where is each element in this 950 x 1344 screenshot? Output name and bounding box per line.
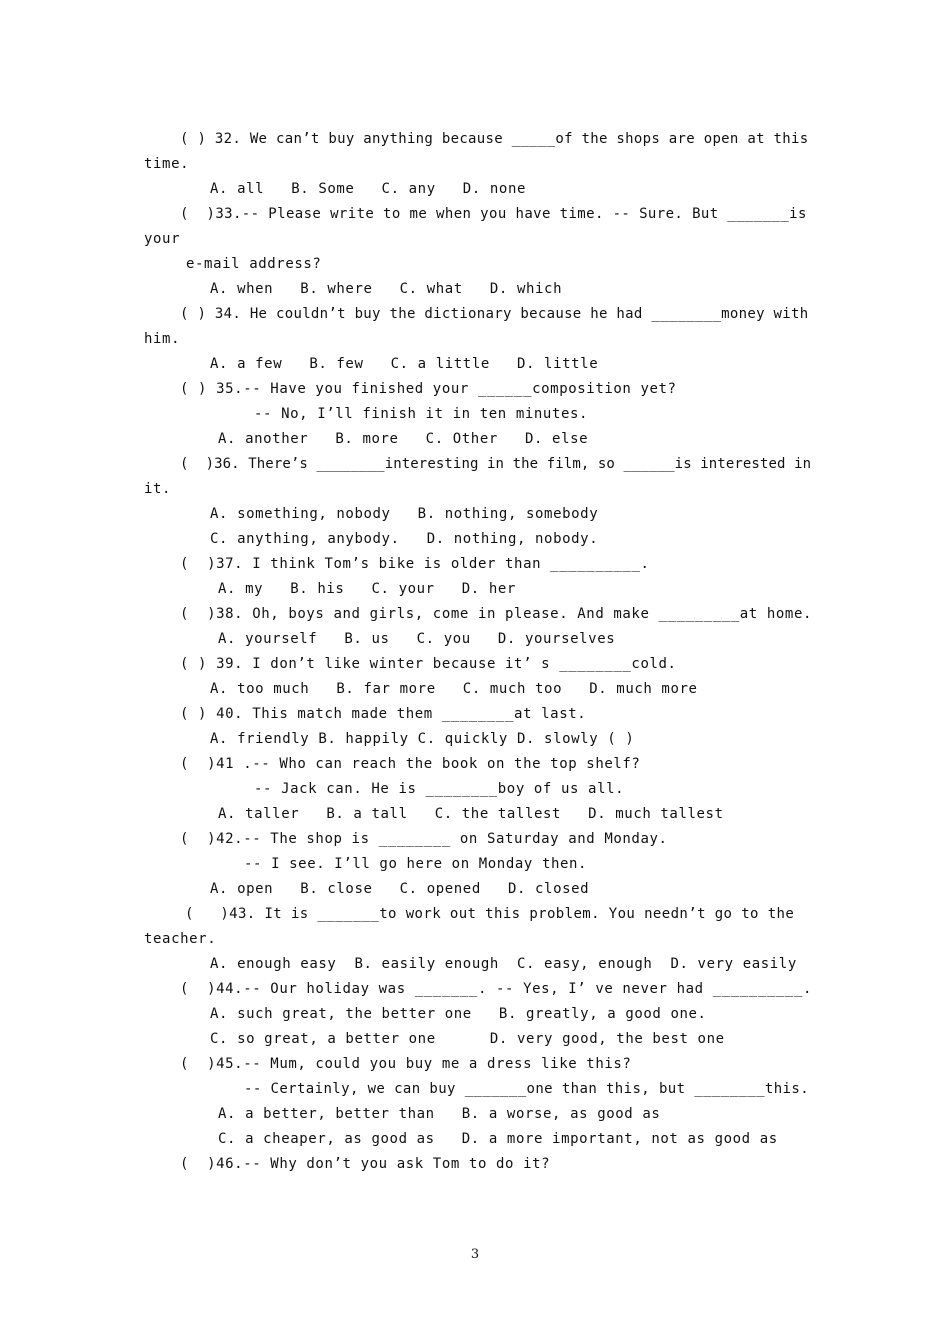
question-36-stem-continued: it. — [144, 481, 172, 497]
question-42-stem: ( )42.-- The shop is ________ on Saturday and Monday. — [180, 831, 668, 847]
question-37-options: A. my B. his C. your D. her — [218, 581, 516, 597]
question-41-stem: ( )41 .-- Who can reach the book on the top shelf? — [180, 756, 641, 772]
page-number: 3 — [470, 1247, 480, 1262]
question-32-stem: ( ) 32. We can’t buy anything because _____of the shops are open at this — [180, 131, 809, 147]
question-46-stem: ( )46.-- Why don’t you ask Tom to do it? — [180, 1156, 551, 1172]
question-43-stem-continued: teacher. — [144, 931, 217, 947]
question-45-stem: ( )45.-- Mum, could you buy me a dress like this? — [180, 1056, 632, 1072]
question-35-options: A. another B. more C. Other D. else — [218, 431, 589, 447]
question-45-reply: -- Certainly, we can buy _______one than this, but ________this. — [244, 1081, 810, 1097]
question-42-reply: -- I see. I’ll go here on Monday then. — [244, 856, 588, 872]
question-44-options-c-d: C. so great, a better one D. very good, the best one — [210, 1031, 725, 1047]
question-36-options-a-b: A. something, nobody B. nothing, somebody — [210, 506, 599, 522]
question-42-options: A. open B. close C. opened D. closed — [210, 881, 590, 897]
question-37-stem: ( )37. I think Tom’s bike is older than __________. — [180, 556, 650, 572]
question-35-reply: -- No, I’ll finish it in ten minutes. — [254, 406, 589, 422]
question-33-options: A. when B. where C. what D. which — [210, 281, 563, 297]
question-38-options: A. yourself B. us C. you D. yourselves — [218, 631, 616, 647]
question-33-stem-continued-2: e-mail address? — [186, 256, 322, 272]
question-40-stem: ( ) 40. This match made them ________at last. — [180, 706, 587, 722]
question-33-stem-continued: your — [144, 231, 181, 247]
question-33-stem: ( )33.-- Please write to me when you have time. -- Sure. But _______is — [180, 206, 807, 222]
question-43-stem: ( )43. It is _______to work out this problem. You needn’t go to the — [185, 906, 795, 922]
question-39-options: A. too much B. far more C. much too D. much more — [210, 681, 698, 697]
question-34-options: A. a few B. few C. a little D. little — [210, 356, 599, 372]
question-41-options: A. taller B. a tall C. the tallest D. much tallest — [218, 806, 724, 822]
question-32-options: A. all B. Some C. any D. none — [210, 181, 527, 197]
question-41-reply: -- Jack can. He is ________boy of us all. — [254, 781, 625, 797]
question-34-stem-continued: him. — [144, 331, 181, 347]
question-40-options: A. friendly B. happily C. quickly D. slowly ( ) — [210, 731, 635, 747]
question-32-stem-continued: time. — [144, 156, 190, 172]
question-36-options-c-d: C. anything, anybody. D. nothing, nobody. — [210, 531, 599, 547]
question-44-options-a-b: A. such great, the better one B. greatly, a good one. — [210, 1006, 707, 1022]
question-45-options-c-d: C. a cheaper, as good as D. a more important, not as good as — [218, 1131, 778, 1147]
question-36-stem: ( )36. There’s ________interesting in the film, so ______is interested in — [180, 456, 812, 472]
question-39-stem: ( ) 39. I don’t like winter because it’ s ________cold. — [180, 656, 677, 672]
question-45-options-a-b: A. a better, better than B. a worse, as good as — [218, 1106, 661, 1122]
question-35-stem: ( ) 35.-- Have you finished your ______composition yet? — [180, 381, 677, 397]
question-38-stem: ( )38. Oh, boys and girls, come in please. And make _________at home. — [180, 606, 813, 622]
question-43-options: A. enough easy B. easily enough C. easy, enough D. very easily — [210, 956, 797, 972]
question-44-stem: ( )44.-- Our holiday was _______. -- Yes, I’ ve never had __________. — [180, 981, 813, 997]
question-34-stem: ( ) 34. He couldn’t buy the dictionary because he had ________money with — [180, 306, 809, 322]
